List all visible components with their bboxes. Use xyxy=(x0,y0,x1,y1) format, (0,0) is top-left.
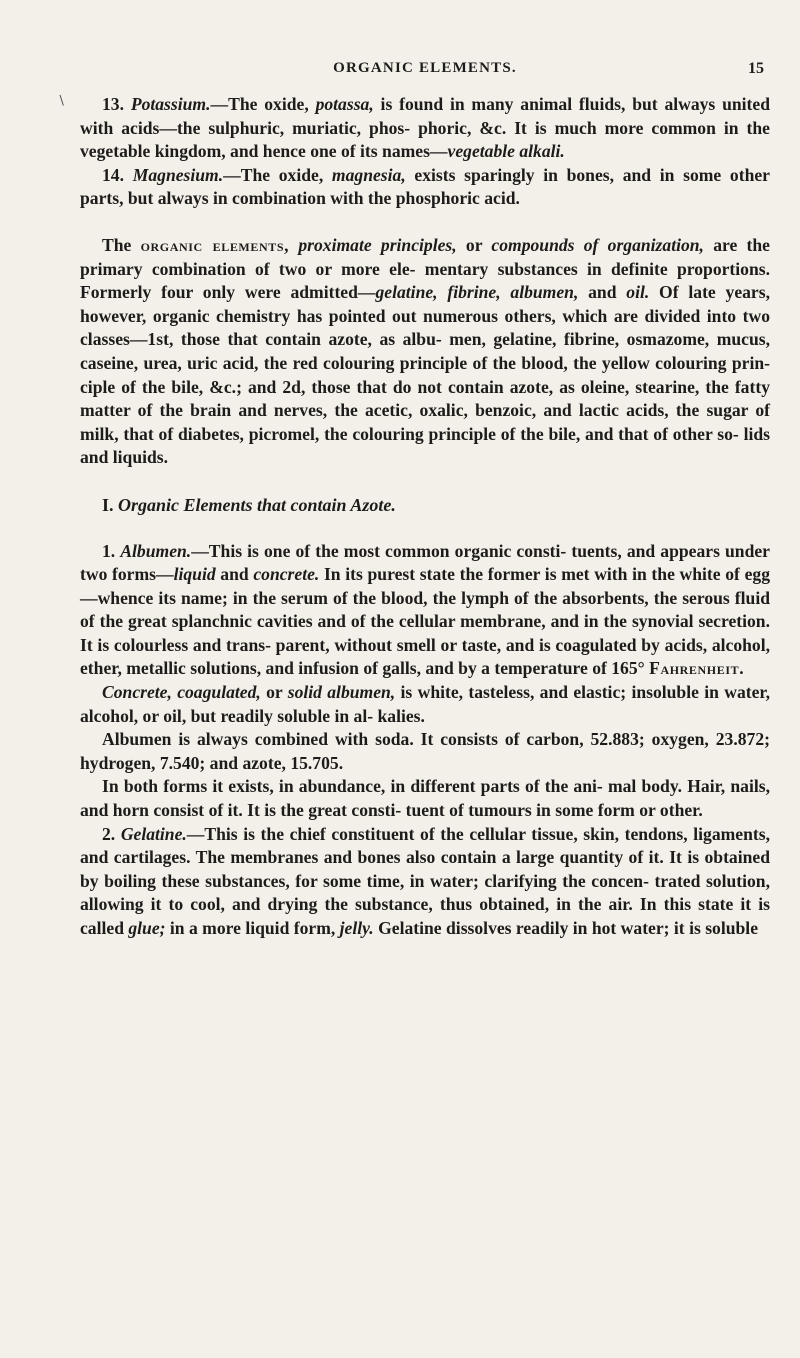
paragraph-text: Gelatine dissolves readily in hot water; it is soluble xyxy=(373,918,758,938)
term: oil. xyxy=(626,282,650,303)
page-number: 15 xyxy=(748,60,764,77)
paragraph-concrete-albumen xyxy=(80,681,770,728)
paragraph-albumen-composition: Albumen is always combined with soda. It consists of carbon, 52.883; oxygen, 23.872; hydrogen, 7.540; and azote, 15.705. xyxy=(80,729,770,773)
running-head xyxy=(80,60,770,82)
term: liquid xyxy=(173,564,216,585)
paragraph-heading: Albumen. xyxy=(120,540,192,561)
paragraph-text: —The oxide, xyxy=(223,164,332,185)
paragraph-organic-elements xyxy=(80,234,770,470)
paragraph-text: are the primary combination of two or more ele- mentary substances in definite proportions. Formerly four only were admitted— xyxy=(80,234,770,303)
paragraph-text: exists sparingly in bones, and in some other parts, but always in combination with the phosphoric acid. xyxy=(80,164,770,209)
paragraph-text: The xyxy=(102,234,141,255)
paragraph-heading: Gelatine. xyxy=(120,823,187,844)
term: gelatine, fibrine, albumen, xyxy=(375,282,579,303)
paragraph-text: is found in many animal fluids, but always united with acids—the sulphuric, muriatic, phos- phoric, &c. It is much more common in the vegetable kingdom, and hence one of its names— xyxy=(80,94,770,162)
term: compounds of organization, xyxy=(491,234,704,255)
paragraph-number: 13. xyxy=(102,94,124,114)
paragraph-text: in a more liquid form, xyxy=(165,918,340,938)
paragraph-text: or xyxy=(456,234,492,255)
section-number: I. xyxy=(102,494,114,515)
paragraph-text: Of late years, however, organic chemistry has pointed out numerous others, which are divided into two classes—1st, those that contain azote, as albu- men, gelatine, fibrine, osmazome, mucus, caseine, urea, uric acid, the red colouring principle of the blood, the yellow colouring prin- ciple of the bile, &c.; and 2d, those that do not contain azote, as oleine, stearine, the fatty matter of the brain and nerves, the acetic, oxalic, benzoic, and lactic acids, the sugar of milk, that of diabetes, picromel, the colouring principle of the bile, and that of other so- lids and liquids. xyxy=(80,282,770,468)
paragraph-text: or xyxy=(260,682,288,703)
term: vegetable alkali. xyxy=(447,141,565,162)
term: jelly. xyxy=(339,918,374,938)
gutter-mark-icon: ∖ xyxy=(57,93,66,108)
term: concrete. xyxy=(253,564,320,585)
paragraph-albumen xyxy=(80,540,770,682)
paragraph-gelatine xyxy=(80,823,770,941)
section-heading xyxy=(102,494,770,518)
paragraph-text: —This is one of the most common organic consti- tuents, and appears under two forms— xyxy=(80,540,770,585)
body-text xyxy=(80,93,770,941)
paragraph-potassium xyxy=(80,93,770,164)
paragraph-text: is white, tasteless, and elastic; insoluble in water, alcohol, or oil, but readily soluble in al- kalies. xyxy=(80,682,771,726)
term: magnesia, xyxy=(331,164,406,185)
paragraph-text: and xyxy=(578,282,627,303)
paragraph-heading: Potassium. xyxy=(130,94,211,114)
term: proximate principles, xyxy=(298,234,457,255)
paragraph-heading: Magnesium. xyxy=(132,164,224,185)
running-title: ORGANIC ELEMENTS. xyxy=(333,60,517,76)
paragraph-text: —The oxide, xyxy=(210,94,316,114)
paragraph-text: In its purest state the former is met with in the white of egg—whence its name; in the serum of the blood, the lymph of the absorbents, the serous fluid of the great splanchnic cavities and of the cellular membrane, and in the synovial secretion. It is colourless and trans- parent, without smell or taste, and is coagulated by acids, alcohol, ether, metallic solutions, and infusion of galls, and by a temperature of 165° xyxy=(80,564,770,679)
small-caps-term: organic elements, xyxy=(140,234,290,255)
paragraph-number: 2. xyxy=(102,823,116,844)
term: potassa, xyxy=(315,94,374,114)
term: Concrete, coagulated, xyxy=(102,682,261,703)
paragraph-number: 14. xyxy=(102,164,124,185)
paragraph-number: 1. xyxy=(102,540,116,561)
term: solid albumen, xyxy=(287,682,396,703)
paragraph-magnesium xyxy=(80,164,770,211)
paragraph-text: and xyxy=(215,564,254,585)
paragraph-text xyxy=(289,235,298,255)
paragraph-text: —This is the chief constituent of the cellular tissue, skin, tendons, ligaments, and cartilages. The membranes and bones also contain a large quantity of it. It is obtained by boiling these substances, for some time, in water; clarifying the concen- trated solution, allowing it to cool, and drying the substance, thus obtained, in the air. In this state it is called xyxy=(80,823,770,938)
paragraph-albumen-forms: In both forms it exists, in abundance, in different parts of the ani- mal body. Hair, nails, and horn consist of it. It is the great consti- tuent of tumours in some form or other. xyxy=(80,776,770,821)
small-caps-term: Fahrenheit. xyxy=(649,658,745,679)
term: glue; xyxy=(128,918,166,938)
section-title: Organic Elements that contain Azote. xyxy=(118,494,396,515)
